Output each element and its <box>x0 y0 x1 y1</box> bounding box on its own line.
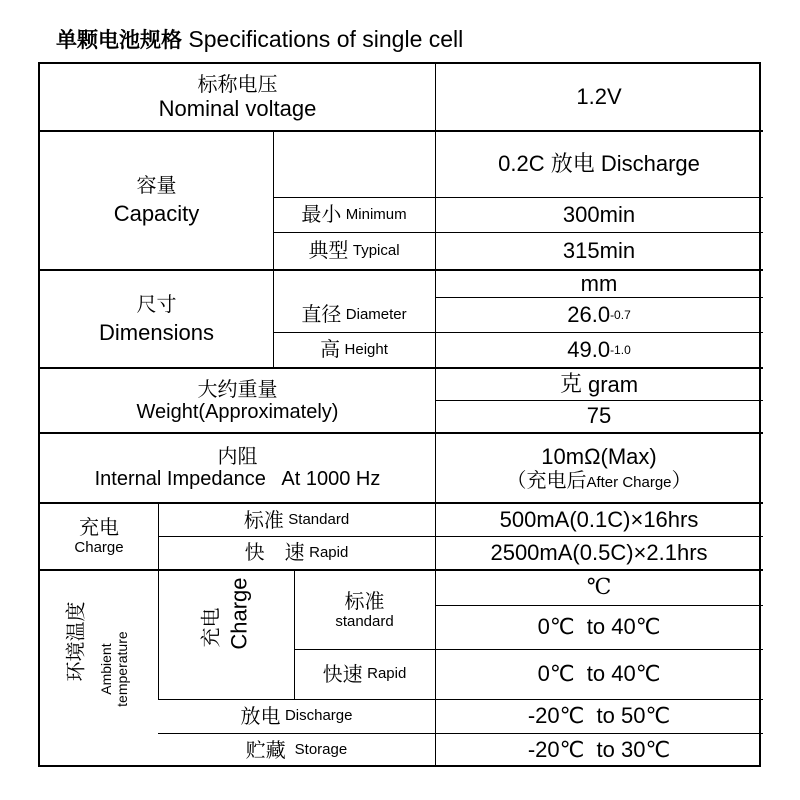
capacity-discharge-header: 0.2C 放电 Discharge <box>498 151 700 177</box>
ambient-label: 环境温度 Ambient temperature <box>63 601 130 707</box>
capacity-typical-label: 典型 Typical <box>308 238 400 262</box>
impedance-label: 内阻 Internal Impedance At 1000 Hz <box>94 444 381 490</box>
diameter-label: 直径 Diameter <box>301 302 407 326</box>
ambient-unit: ℃ <box>586 575 612 601</box>
height-value: 49.0 -1.0 <box>567 336 631 362</box>
ambient-standard-label: 标准 standard <box>335 588 394 630</box>
ambient-charge-label: 充电 Charge <box>198 577 252 650</box>
weight-value: 75 <box>586 403 612 429</box>
ambient-standard-value: 0℃ to 40℃ <box>537 614 661 640</box>
voltage-value: 1.2V <box>576 84 622 110</box>
charge-rapid-label: 快 速 Rapid <box>244 540 349 564</box>
ambient-storage-label: 贮藏 Storage <box>245 737 348 762</box>
ambient-storage-value: -20℃ to 30℃ <box>527 737 671 763</box>
specifications-table <box>38 62 761 767</box>
capacity-min-label: 最小 Minimum <box>301 202 407 226</box>
title-zh: 单颗电池规格 <box>56 28 182 52</box>
diameter-value: 26.0 -0.7 <box>567 301 631 327</box>
charge-standard-label: 标准 Standard <box>243 507 350 532</box>
capacity-label: 容量 Capacity <box>113 172 200 226</box>
voltage-label: 标称电压 Nominal voltage <box>158 71 317 121</box>
height-label: 高 Height <box>320 337 388 361</box>
weight-label: 大约重量 Weight(Approximately) <box>136 376 339 423</box>
capacity-min-value: 300min <box>562 201 636 227</box>
ambient-discharge-label: 放电 Discharge <box>240 703 353 728</box>
capacity-typical-value: 315min <box>562 237 636 263</box>
title-en: Specifications of single cell <box>188 26 464 52</box>
page-title <box>56 24 463 54</box>
ambient-rapid-value: 0℃ to 40℃ <box>537 661 661 687</box>
dimensions-unit: mm <box>580 271 618 297</box>
weight-unit: 克 gram <box>559 371 639 397</box>
charge-rapid-value: 2500mA(0.5C)×2.1hrs <box>490 539 708 565</box>
ambient-rapid-label: 快速 Rapid <box>322 661 407 686</box>
charge-standard-value: 500mA(0.1C)×16hrs <box>499 507 699 533</box>
ambient-discharge-value: -20℃ to 50℃ <box>527 703 671 729</box>
impedance-value: 10mΩ(Max) （充电后After Charge） <box>506 443 692 492</box>
charge-label: 充电 Charge <box>74 515 124 557</box>
dimensions-label: 尺寸 Dimensions <box>99 291 214 345</box>
